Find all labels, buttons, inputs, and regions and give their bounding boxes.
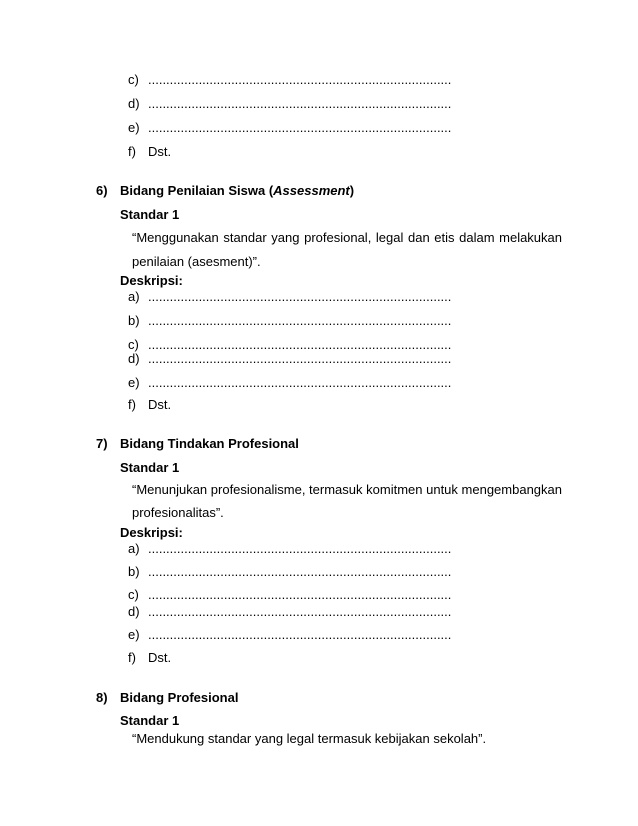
standard-quote-line1: “Menggunakan standar yang profesional, legal dan etis dalam melakukan: [132, 230, 562, 245]
list-item: Dst.: [148, 650, 172, 665]
list-label: e): [128, 627, 140, 642]
list-label: e): [128, 375, 140, 390]
list-label: d): [128, 604, 140, 619]
list-label: c): [128, 72, 139, 87]
list-item: ....................................................................................: [148, 337, 452, 352]
list-label: e): [128, 120, 140, 135]
list-item: ....................................................................................: [148, 289, 452, 304]
section-number: 6): [96, 183, 108, 198]
standard-quote-line1: “Menunjukan profesionalisme, termasuk komitmen untuk mengembangkan: [132, 482, 562, 497]
section-title: Bidang Tindakan Profesional: [120, 436, 299, 451]
list-label: d): [128, 96, 140, 111]
list-label: f): [128, 650, 136, 665]
list-label: c): [128, 337, 139, 352]
section-title-text: Bidang Penilaian Siswa (: [120, 183, 274, 198]
standard-quote-line2: penilaian (asesment)”.: [132, 254, 261, 269]
section-title-italic: Assessment: [273, 183, 350, 198]
standard-heading: Standar 1: [120, 460, 180, 475]
section-title: Bidang Profesional: [120, 690, 239, 705]
list-label: d): [128, 351, 140, 366]
list-item: Dst.: [148, 144, 172, 159]
list-label: f): [128, 397, 136, 412]
section-title-end: ): [349, 183, 355, 198]
list-item: ....................................................................................: [148, 96, 452, 111]
section-number: 8): [96, 690, 108, 705]
list-item: ....................................................................................: [148, 72, 452, 87]
list-item: ....................................................................................: [148, 351, 452, 366]
list-label: c): [128, 587, 139, 602]
list-item: ....................................................................................: [148, 313, 452, 328]
list-item: ....................................................................................: [148, 120, 452, 135]
standard-quote-line1: “Mendukung standar yang legal termasuk kebijakan sekolah”.: [132, 731, 487, 746]
section-number: 7): [96, 436, 108, 451]
list-label: a): [128, 289, 140, 304]
list-item: ....................................................................................: [148, 564, 452, 579]
list-label: f): [128, 144, 136, 159]
list-item: ....................................................................................: [148, 627, 452, 642]
list-item: ....................................................................................: [148, 604, 452, 619]
standard-heading: Standar 1: [120, 207, 180, 222]
description-label: Deskripsi:: [120, 273, 183, 288]
list-item: Dst.: [148, 397, 172, 412]
list-label: a): [128, 541, 140, 556]
description-label: Deskripsi:: [120, 525, 183, 540]
list-item: ....................................................................................: [148, 541, 452, 556]
list-item: ....................................................................................: [148, 375, 452, 390]
list-label: b): [128, 564, 140, 579]
section-title: [120, 183, 354, 199]
standard-heading: Standar 1: [120, 713, 180, 728]
list-item: ....................................................................................: [148, 587, 452, 602]
standard-quote-line2: profesionalitas”.: [132, 505, 224, 520]
list-label: b): [128, 313, 140, 328]
